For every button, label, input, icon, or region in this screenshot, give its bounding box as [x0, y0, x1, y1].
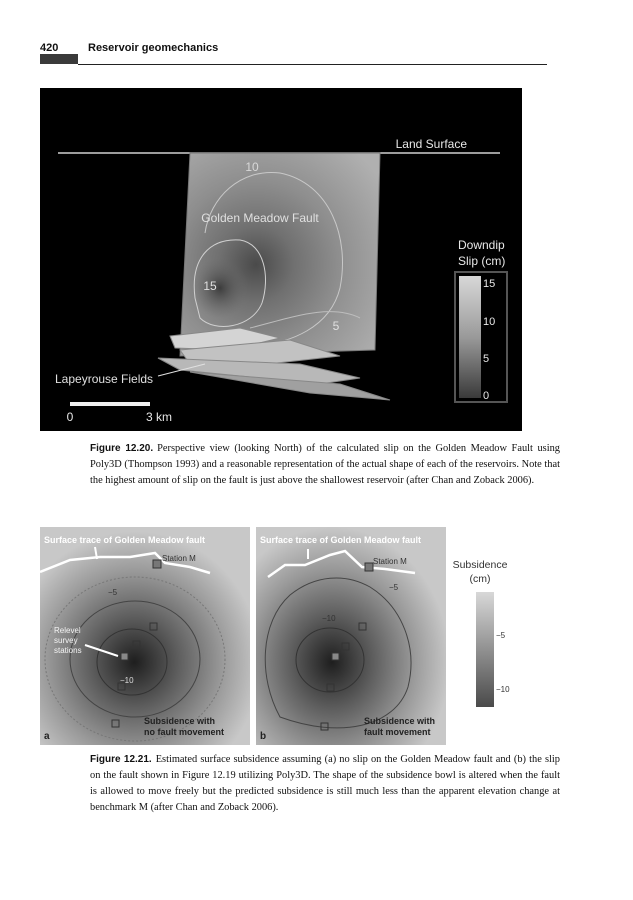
fault-slip-plot: [40, 88, 522, 431]
scale-bar: [70, 402, 150, 406]
legend-title-1: Downdip: [458, 238, 505, 252]
stations-label-1: Relevel: [54, 626, 81, 635]
panel-b-contour-label-10: −10: [322, 614, 336, 623]
figure-12-20: [40, 88, 522, 431]
fault-surface: [180, 153, 380, 356]
panel-b-bottom-2: fault movement: [364, 727, 431, 737]
caption-12-21-text: Estimated surface subsidence assuming (a) no slip on the Golden Meadow fault and (b) the slip on the fault shown in Figure 12.19 utilizing Poly3D. The shape of the subsidence bowl is altered when the fault is allowed to move freely but the predicted subsidence is still much less than the apparent elevation change at benchmark M (after Chan and Zoback 2006).: [90, 754, 560, 813]
legend-tick-5: 5: [483, 353, 490, 365]
panel-b-station-label: Station M: [373, 557, 407, 566]
scale-end: 3 km: [146, 410, 173, 424]
caption-12-20-label: Figure 12.20.: [90, 443, 154, 454]
panel-a-letter: a: [44, 731, 50, 742]
slip-maximum: [192, 258, 248, 318]
page-number: 420: [40, 42, 59, 54]
panel-b-station-m: [365, 563, 373, 571]
contour-label-10: 10: [245, 160, 259, 174]
contour-label-15: 15: [203, 279, 217, 293]
panel-b-contour-label-5: −5: [389, 583, 399, 592]
panel-a-contour-label-10: −10: [120, 676, 134, 685]
panel-a-title: Surface trace of Golden Meadow fault: [44, 535, 206, 545]
panel-a-station-m: [153, 560, 161, 568]
legend-tick-15: 15: [483, 278, 496, 290]
panel-b-letter: b: [260, 731, 267, 742]
panel-b: [256, 527, 446, 745]
panel-a-bottom-2: no fault movement: [144, 727, 225, 737]
contour-label-5: 5: [332, 319, 340, 333]
subsidence-tick-10: −10: [496, 685, 510, 694]
legend-colorbar: [459, 276, 481, 398]
stations-label-2: survey: [54, 636, 78, 645]
legend-tick-0: 0: [483, 390, 490, 402]
caption-12-20: [90, 441, 560, 489]
survey-station: [332, 653, 339, 660]
fault-label: Golden Meadow Fault: [201, 211, 319, 225]
stations-label-3: stations: [54, 646, 82, 655]
panel-b-map: [256, 527, 446, 745]
fields-label: Lapeyrouse Fields: [55, 372, 154, 386]
header-bar: [40, 54, 78, 64]
header-rule: [78, 64, 547, 65]
subsidence-legend: [453, 559, 511, 707]
panel-a-contour-label-5: −5: [108, 588, 118, 597]
legend-tick-10: 10: [483, 316, 496, 328]
subsidence-legend-title-1: Subsidence: [452, 559, 508, 571]
subsidence-legend-title-2: (cm): [469, 573, 491, 585]
legend-title-2: Slip (cm): [458, 254, 506, 268]
caption-12-21-label: Figure 12.21.: [90, 754, 152, 765]
caption-12-21: [90, 752, 560, 816]
subsidence-colorbar: [476, 592, 494, 707]
panel-a: [40, 527, 250, 745]
scale-start: 0: [66, 410, 74, 424]
subsidence-tick-5: −5: [496, 631, 506, 640]
land-surface-label: Land Surface: [395, 137, 467, 151]
panel-b-title: Surface trace of Golden Meadow fault: [260, 535, 422, 545]
panel-b-bottom-1: Subsidence with: [364, 716, 436, 726]
panel-a-station-label: Station M: [162, 554, 196, 563]
panel-a-bottom-1: Subsidence with: [144, 716, 216, 726]
survey-station: [121, 653, 128, 660]
caption-12-20-text: Perspective view (looking North) of the calculated slip on the Golden Meadow Fault using Poly3D (Thompson 1993) and a reasonable representation of the actual shape of each of the reservoirs. Note that the highest amount of slip on the fault is just above the shallowest reservoir (after Chan and Zoback 2006).: [90, 443, 561, 486]
figure-12-21: [40, 527, 522, 745]
running-title: Reservoir geomechanics: [88, 42, 219, 54]
subsidence-maps: [40, 527, 522, 745]
